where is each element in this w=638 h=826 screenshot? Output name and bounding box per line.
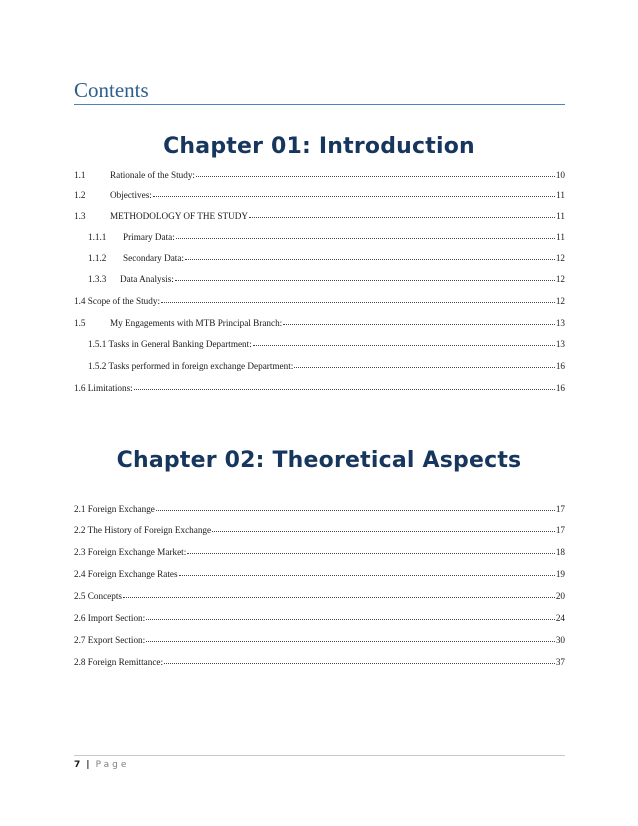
toc-entry-page: 12 <box>555 296 565 306</box>
toc-entry-title: 1.5.1 Tasks in General Banking Department: <box>88 339 252 349</box>
chapter-2-title: Chapter 02: Theoretical Aspects <box>116 448 522 473</box>
toc-entry-page: 11 <box>556 232 565 242</box>
toc-entry-1-5-2[interactable] <box>88 357 565 371</box>
toc-entry-title: 2.8 Foreign Remittance: <box>74 657 164 667</box>
toc-entry-title: 2.1 Foreign Exchange <box>74 504 155 514</box>
toc-entry-page: 37 <box>555 657 565 667</box>
dot-leader <box>185 259 555 260</box>
dot-leader <box>283 324 555 325</box>
toc-entry-title: 1.6 Limitations: <box>74 383 133 393</box>
toc-entry-page: 12 <box>555 253 565 263</box>
toc-entry-1-6[interactable] <box>74 379 565 393</box>
page-footer <box>74 760 129 770</box>
dot-leader <box>156 510 555 511</box>
toc-entry-number: 1.1 <box>74 170 86 180</box>
toc-entry-1-4[interactable] <box>74 292 565 306</box>
dot-leader <box>253 345 555 346</box>
toc-entry-number: 1.3 <box>74 211 86 221</box>
footer-page-number: 7 <box>74 760 81 770</box>
toc-entry-page: 24 <box>555 613 565 623</box>
toc-entry-title: Rationale of the Study: <box>110 170 195 180</box>
toc-entry-2-8[interactable] <box>74 653 565 667</box>
toc-entry-1-3-3[interactable] <box>88 270 565 284</box>
toc-entry-2-3[interactable] <box>74 543 565 557</box>
toc-entry-2-4[interactable] <box>74 565 565 579</box>
footer-separator: | <box>86 760 90 770</box>
contents-heading: Contents <box>74 78 149 102</box>
dot-leader <box>161 302 555 303</box>
toc-entry-page: 19 <box>555 569 565 579</box>
toc-entry-title: 2.7 Export Section: <box>74 635 146 645</box>
toc-entry-page: 11 <box>556 211 565 221</box>
dot-leader <box>153 196 555 197</box>
toc-entry-title: 1.4 Scope of the Study: <box>74 296 160 306</box>
toc-entry-number: 1.3.3 <box>88 274 107 284</box>
dot-leader <box>134 389 555 390</box>
toc-entry-title: METHODOLOGY OF THE STUDY <box>110 211 249 221</box>
toc-entry-2-1[interactable] <box>74 500 565 514</box>
toc-entry-title: Data Analysis: <box>120 274 174 284</box>
chapter-1-title: Chapter 01: Introduction <box>163 134 475 159</box>
toc-entry-1-5-1[interactable] <box>88 335 565 349</box>
dot-leader <box>175 280 555 281</box>
toc-entry-title: 2.5 Concepts <box>74 591 122 601</box>
toc-entry-page: 13 <box>555 339 565 349</box>
heading-rule <box>74 104 565 105</box>
toc-entry-1-1-1[interactable] <box>88 228 565 242</box>
toc-entry-2-5[interactable] <box>74 587 565 601</box>
dot-leader <box>187 553 555 554</box>
toc-entry-number: 1.5 <box>74 318 86 328</box>
toc-entry-page: 17 <box>555 525 565 535</box>
toc-entry-title: My Engagements with MTB Principal Branch: <box>110 318 283 328</box>
toc-entry-1-1[interactable] <box>74 166 565 180</box>
dot-leader <box>249 217 555 218</box>
dot-leader <box>123 597 555 598</box>
toc-entry-page: 10 <box>555 170 565 180</box>
footer-page-label: Page <box>95 760 130 770</box>
toc-entry-number: 1.2 <box>74 190 86 200</box>
toc-entry-1-3[interactable] <box>74 207 565 221</box>
footer-rule <box>74 755 565 756</box>
toc-entry-page: 17 <box>555 504 565 514</box>
toc-entry-title: 1.5.2 Tasks performed in foreign exchange Department: <box>88 361 294 371</box>
toc-entry-1-1-2[interactable] <box>88 249 565 263</box>
toc-entry-1-5[interactable] <box>74 314 565 328</box>
toc-entry-title: 2.6 Import Section: <box>74 613 146 623</box>
dot-leader <box>294 367 554 368</box>
toc-entry-1-2[interactable] <box>74 186 565 200</box>
toc-entry-title: Secondary Data: <box>123 253 184 263</box>
dot-leader <box>164 663 555 664</box>
dot-leader <box>196 176 555 177</box>
toc-entry-page: 12 <box>555 274 565 284</box>
toc-entry-number: 1.1.1 <box>88 232 107 242</box>
toc-entry-2-2[interactable] <box>74 521 565 535</box>
toc-entry-title: 2.2 The History of Foreign Exchange <box>74 525 212 535</box>
dot-leader <box>146 641 555 642</box>
toc-entry-page: 18 <box>555 547 565 557</box>
toc-entry-title: 2.3 Foreign Exchange Market: <box>74 547 187 557</box>
toc-entry-page: 11 <box>556 190 565 200</box>
dot-leader <box>212 531 555 532</box>
dot-leader <box>179 575 555 576</box>
toc-entry-title: 2.4 Foreign Exchange Rates <box>74 569 178 579</box>
toc-entry-page: 30 <box>555 635 565 645</box>
toc-entry-title: Primary Data: <box>123 232 175 242</box>
toc-entry-2-7[interactable] <box>74 631 565 645</box>
toc-entry-page: 13 <box>555 318 565 328</box>
toc-entry-page: 16 <box>555 383 565 393</box>
dot-leader <box>146 619 555 620</box>
toc-entry-page: 20 <box>555 591 565 601</box>
toc-entry-title: Objectives: <box>110 190 152 200</box>
toc-entry-number: 1.1.2 <box>88 253 107 263</box>
toc-entry-2-6[interactable] <box>74 609 565 623</box>
dot-leader <box>176 238 555 239</box>
toc-entry-page: 16 <box>555 361 565 371</box>
